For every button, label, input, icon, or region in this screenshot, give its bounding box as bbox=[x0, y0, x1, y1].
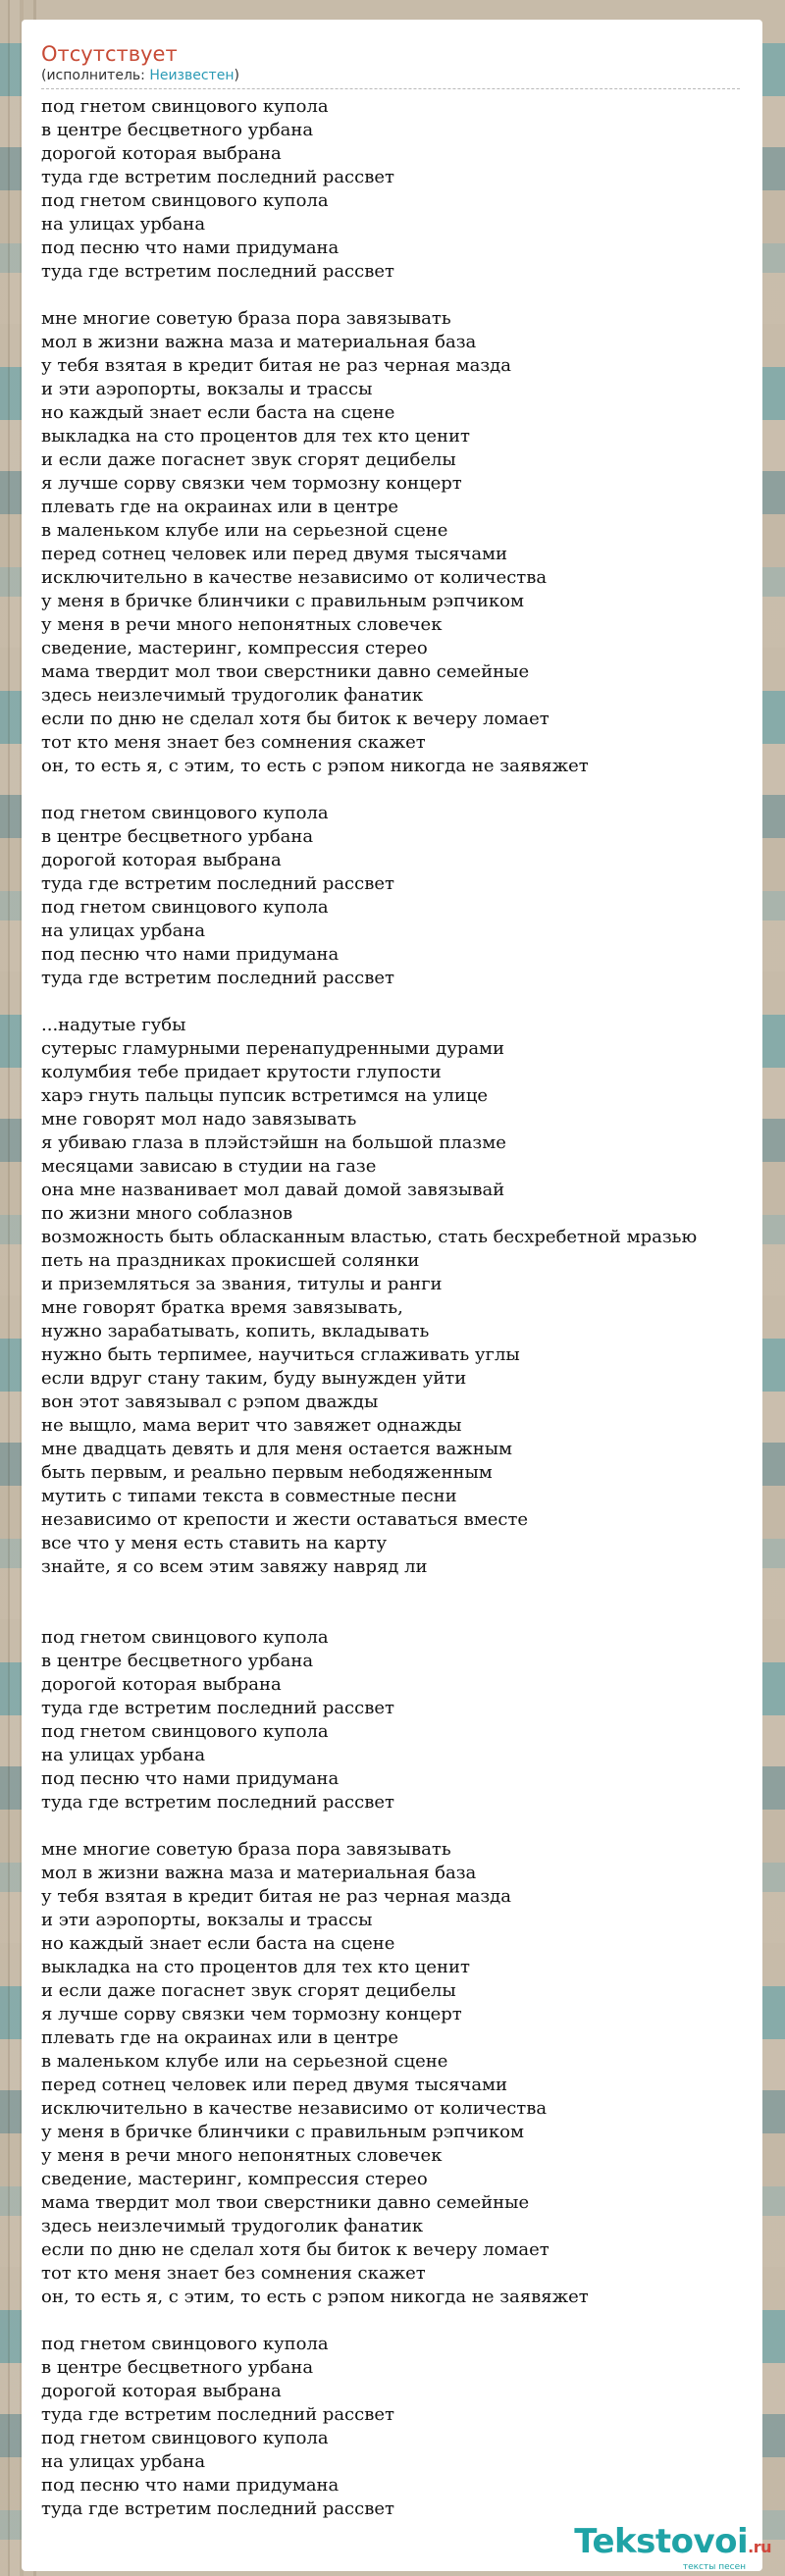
lyric-line: мне говорят братка время завязывать, bbox=[41, 1297, 403, 1318]
lyric-line: он, то есть я, с этим, то есть с рэпом никогда не заявяжет bbox=[41, 756, 589, 776]
lyric-line: если по дню не сделал хотя бы биток к вечеру ломает bbox=[41, 709, 550, 729]
lyric-line: туда где встретим последний рассвет bbox=[41, 1792, 394, 1813]
song-title: Отсутствует bbox=[41, 42, 178, 66]
lyric-line bbox=[41, 778, 743, 802]
lyric-line: в центре бесцветного урбана bbox=[41, 120, 314, 140]
lyric-line: в центре бесцветного урбана bbox=[41, 826, 314, 847]
lyric-line: дорогой которая выбрана bbox=[41, 143, 282, 164]
lyric-line: в маленьком клубе или на серьезной сцене bbox=[41, 2051, 448, 2072]
lyric-line: я убиваю глаза в плэйстэйшн на большой плазме bbox=[41, 1132, 506, 1153]
lyric-line: харэ гнуть пальцы пупсик встретимся на улице bbox=[41, 1085, 489, 1106]
lyric-line: по жизни много соблазнов bbox=[41, 1203, 293, 1224]
lyrics-card bbox=[22, 20, 762, 2571]
lyric-line: перед сотнец человек или перед двумя тысячами bbox=[41, 544, 508, 564]
lyric-line: туда где встретим последний рассвет bbox=[41, 261, 394, 282]
lyric-line: дорогой которая выбрана bbox=[41, 1674, 282, 1695]
lyric-line: мне многие советую браза пора завязывать bbox=[41, 308, 451, 329]
lyric-line: нужно быть терпимее, научиться сглаживать углы bbox=[41, 1344, 520, 1365]
artist-suffix: ) bbox=[234, 68, 239, 83]
lyric-line: сведение, мастеринг, компрессия стерео bbox=[41, 638, 428, 658]
lyric-line: вон этот завязывал с рэпом дважды bbox=[41, 1392, 379, 1412]
lyric-line: и эти аэропорты, вокзалы и трассы bbox=[41, 379, 373, 399]
lyric-line: месяцами зависаю в студии на газе bbox=[41, 1156, 377, 1177]
lyrics-text bbox=[41, 95, 743, 2521]
lyric-line: у тебя взятая в кредит битая не раз черная мазда bbox=[41, 355, 511, 376]
lyric-line: и эти аэропорты, вокзалы и трассы bbox=[41, 1910, 373, 1930]
lyric-line: если по дню не сделал хотя бы биток к вечеру ломает bbox=[41, 2239, 550, 2260]
lyric-line: на улицах урбана bbox=[41, 920, 206, 941]
lyric-line: мутить с типами текста в совместные песни bbox=[41, 1486, 457, 1506]
lyric-line: и приземляться за звания, титулы и ранги bbox=[41, 1274, 443, 1294]
lyric-line: у меня в бричке блинчики с правильным рэпчиком bbox=[41, 2122, 524, 2142]
logo-tagline: тексты песен bbox=[682, 2562, 746, 2572]
artist-prefix: (исполнитель: bbox=[41, 68, 150, 83]
lyric-line: петь на праздниках прокисшей солянки bbox=[41, 1250, 420, 1271]
lyric-line: дорогой которая выбрана bbox=[41, 2381, 282, 2401]
lyric-line: возможность быть обласканным властью, стать бесхребетной мразью bbox=[41, 1227, 698, 1247]
lyric-line: но каждый знает если баста на сцене bbox=[41, 1933, 395, 1954]
lyric-line: мол в жизни важна маза и материальная база bbox=[41, 1863, 477, 1883]
lyric-line: туда где встретим последний рассвет bbox=[41, 1698, 394, 1718]
lyric-line bbox=[41, 990, 743, 1014]
lyric-line: она мне названивает мол давай домой завязывай bbox=[41, 1180, 505, 1200]
lyric-line: под песню что нами придумана bbox=[41, 2475, 340, 2496]
artist-line bbox=[41, 67, 740, 84]
lyric-line: у меня в речи много непонятных словечек bbox=[41, 2145, 443, 2166]
lyric-line: у меня в бричке блинчики с правильным рэпчиком bbox=[41, 591, 524, 611]
lyric-line: ...надутые губы bbox=[41, 1015, 186, 1035]
lyric-line: на улицах урбана bbox=[41, 2451, 206, 2472]
lyric-line: колумбия тебе придает крутости глупости bbox=[41, 1062, 442, 1082]
lyric-line: здесь неизлечимый трудоголик фанатик bbox=[41, 2216, 424, 2236]
lyric-line: у тебя взятая в кредит битая не раз черная мазда bbox=[41, 1886, 511, 1907]
lyric-line: под гнетом свинцового купола bbox=[41, 2428, 329, 2448]
lyric-line: и если даже погаснет звук сгорят децибелы bbox=[41, 449, 456, 470]
lyric-line: сутерыс гламурными перенапудренными дурами bbox=[41, 1038, 505, 1059]
lyric-line: тот кто меня знает без сомнения скажет bbox=[41, 2263, 426, 2284]
lyric-line bbox=[41, 1603, 743, 1626]
lyric-line: дорогой которая выбрана bbox=[41, 850, 282, 870]
lyric-line: тот кто меня знает без сомнения скажет bbox=[41, 732, 426, 753]
lyric-line: на улицах урбана bbox=[41, 1745, 206, 1765]
lyric-line: туда где встретим последний рассвет bbox=[41, 2404, 394, 2425]
lyric-line: нужно зарабатывать, копить, вкладывать bbox=[41, 1321, 430, 1341]
lyric-line: под гнетом свинцового купола bbox=[41, 897, 329, 918]
lyric-line: перед сотнец человек или перед двумя тысячами bbox=[41, 2075, 508, 2095]
lyric-line: быть первым, и реально первым небодяженным bbox=[41, 1462, 493, 1483]
lyric-line: туда где встретим последний рассвет bbox=[41, 968, 394, 988]
lyric-line: мне говорят мол надо завязывать bbox=[41, 1109, 357, 1130]
lyric-line bbox=[41, 2309, 743, 2333]
lyric-line: здесь неизлечимый трудоголик фанатик bbox=[41, 685, 424, 706]
lyric-line: туда где встретим последний рассвет bbox=[41, 873, 394, 894]
song-header bbox=[41, 41, 740, 89]
lyric-line: я лучше сорву связки чем тормозну концерт bbox=[41, 473, 462, 494]
lyric-line: все что у меня есть ставить на карту bbox=[41, 1533, 388, 1553]
artist-link[interactable]: Неизвестен bbox=[149, 68, 235, 83]
lyric-line: под гнетом свинцового купола bbox=[41, 1627, 329, 1648]
lyric-line: выкладка на сто процентов для тех кто ценит bbox=[41, 1957, 470, 1977]
lyric-line: мама твердит мол твои сверстники давно семейные bbox=[41, 2192, 530, 2213]
lyric-line: туда где встретим последний рассвет bbox=[41, 2498, 394, 2519]
lyric-line bbox=[41, 1814, 743, 1838]
logo-tld: .ru bbox=[748, 2538, 771, 2556]
lyric-line: исключительно в качестве независимо от количества bbox=[41, 567, 548, 588]
site-logo[interactable] bbox=[574, 2522, 771, 2572]
lyric-line: под гнетом свинцового купола bbox=[41, 803, 329, 823]
lyric-line: мол в жизни важна маза и материальная база bbox=[41, 332, 477, 352]
lyric-line: выкладка на сто процентов для тех кто ценит bbox=[41, 426, 470, 447]
lyric-line: в маленьком клубе или на серьезной сцене bbox=[41, 520, 448, 541]
lyric-line: под песню что нами придумана bbox=[41, 1768, 340, 1789]
lyric-line: под гнетом свинцового купола bbox=[41, 1721, 329, 1742]
logo-wordmark bbox=[574, 2522, 771, 2564]
lyric-line: я лучше сорву связки чем тормозну концерт bbox=[41, 2004, 462, 2024]
lyric-line: в центре бесцветного урбана bbox=[41, 2357, 314, 2378]
lyric-line: если вдруг стану таким, буду вынужден уйти bbox=[41, 1368, 467, 1389]
lyric-line: туда где встретим последний рассвет bbox=[41, 167, 394, 187]
lyric-line: исключительно в качестве независимо от количества bbox=[41, 2098, 548, 2119]
lyric-line: под песню что нами придумана bbox=[41, 944, 340, 965]
lyric-line: сведение, мастеринг, компрессия стерео bbox=[41, 2169, 428, 2189]
lyric-line: мама твердит мол твои сверстники давно семейные bbox=[41, 661, 530, 682]
lyric-line: в центре бесцветного урбана bbox=[41, 1651, 314, 1671]
lyric-line: у меня в речи много непонятных словечек bbox=[41, 614, 443, 635]
lyric-line: он, то есть я, с этим, то есть с рэпом никогда не заявяжет bbox=[41, 2287, 589, 2307]
lyric-line: плевать где на окраинах или в центре bbox=[41, 2027, 399, 2048]
lyric-line: не выщло, мама верит что завяжет однажды bbox=[41, 1415, 462, 1436]
lyric-line: независимо от крепости и жести оставаться вместе bbox=[41, 1509, 529, 1530]
lyric-line: и если даже погаснет звук сгорят децибелы bbox=[41, 1980, 456, 2001]
lyric-line bbox=[41, 1579, 743, 1603]
lyric-line: под гнетом свинцового купола bbox=[41, 190, 329, 211]
lyric-line: знайте, я со всем этим завяжу навряд ли bbox=[41, 1556, 428, 1577]
lyric-line: на улицах урбана bbox=[41, 214, 206, 235]
lyric-line: мне двадцать девять и для меня остается важным bbox=[41, 1439, 513, 1459]
lyric-line: но каждый знает если баста на сцене bbox=[41, 402, 395, 423]
lyric-line: под песню что нами придумана bbox=[41, 237, 340, 258]
lyric-line: под гнетом свинцового купола bbox=[41, 2334, 329, 2354]
lyric-line: под гнетом свинцового купола bbox=[41, 96, 329, 117]
lyric-line: плевать где на окраинах или в центре bbox=[41, 497, 399, 517]
lyric-line: мне многие советую браза пора завязывать bbox=[41, 1839, 451, 1860]
logo-name: Tekstovoi bbox=[574, 2522, 749, 2561]
lyric-line bbox=[41, 284, 743, 307]
